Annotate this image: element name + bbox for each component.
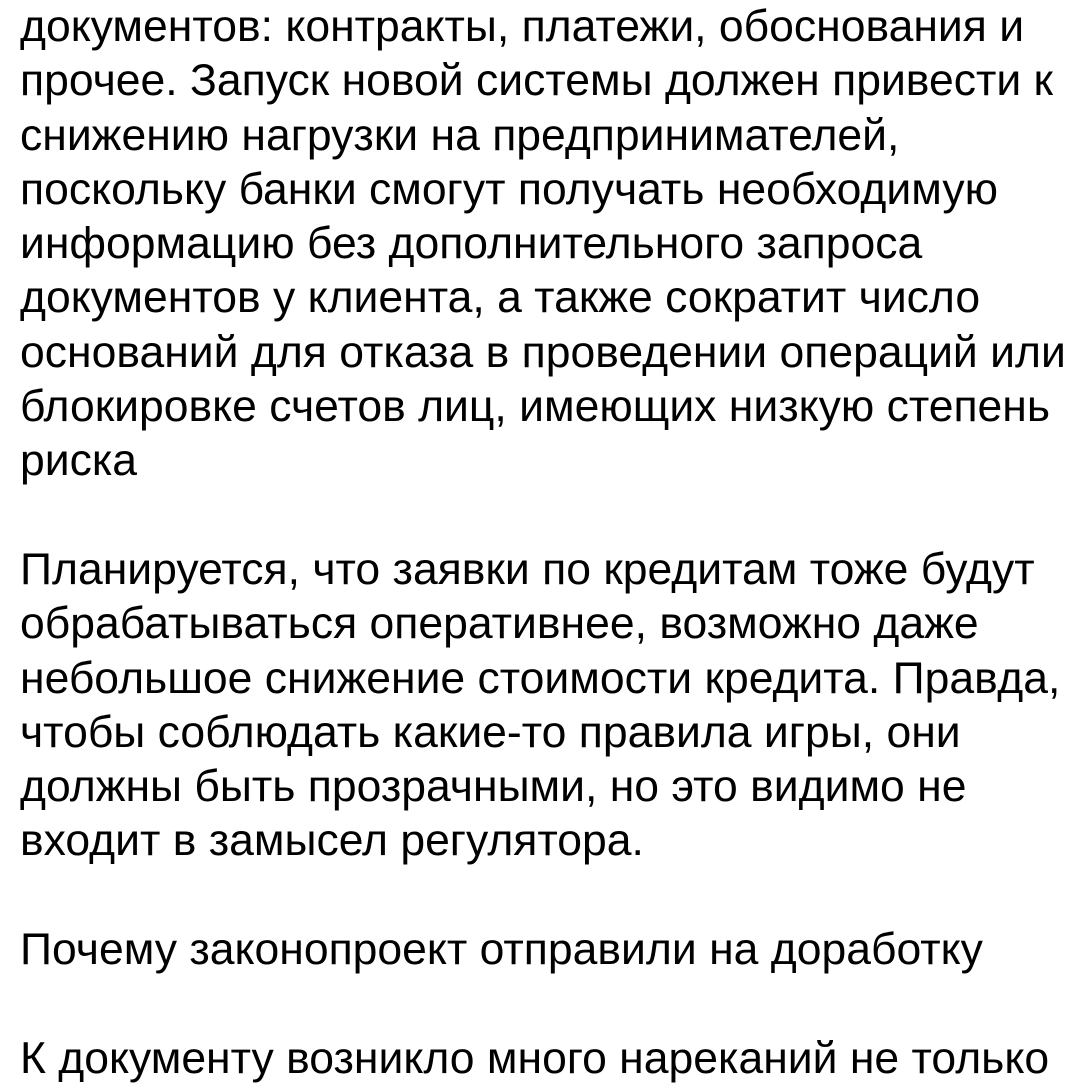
text-line: документов: контракты, платежи, обоснования и (20, 2, 1025, 51)
section-heading (20, 923, 1070, 977)
paragraph-spacer (20, 977, 1070, 1031)
paragraph (20, 1032, 1070, 1086)
text-line: К документу возникло много нареканий не только (20, 1033, 1050, 1083)
text-line: должны быть прозрачными, но это видимо не (20, 762, 967, 812)
text-line: чтобы соблюдать какие-то правила игры, они (20, 707, 961, 757)
paragraph (20, 0, 1070, 489)
text-line: Планируется, что заявки по кредитам тоже будут (20, 544, 1035, 594)
text-line: документов у клиента, а также сократит число (20, 273, 981, 323)
paragraph (20, 543, 1070, 869)
text-line: оснований для отказа в проведении операций или (20, 327, 1066, 377)
text-line: блокировке счетов лиц, имеющих низкую степень (20, 382, 1051, 432)
text-line: обрабатываться оперативнее, возможно даже (20, 599, 979, 649)
text-line: прочее. Запуск новой системы должен привести к (20, 56, 1054, 106)
paragraph-spacer (20, 869, 1070, 923)
text-line: поскольку банки смогут получать необходимую (20, 164, 998, 214)
text-line: небольшое снижение стоимости кредита. Правда, (20, 653, 1061, 703)
text-line: входит в замысел регулятора. (20, 816, 644, 866)
text-line: снижению нагрузки на предпринимателей, (20, 110, 900, 160)
paragraph-spacer (20, 489, 1070, 543)
text-line: риска (20, 436, 138, 486)
heading-text: Почему законопроект отправили на доработку (20, 925, 983, 975)
document-body (20, 0, 1070, 1086)
text-line: информацию без дополнительного запроса (20, 219, 923, 269)
